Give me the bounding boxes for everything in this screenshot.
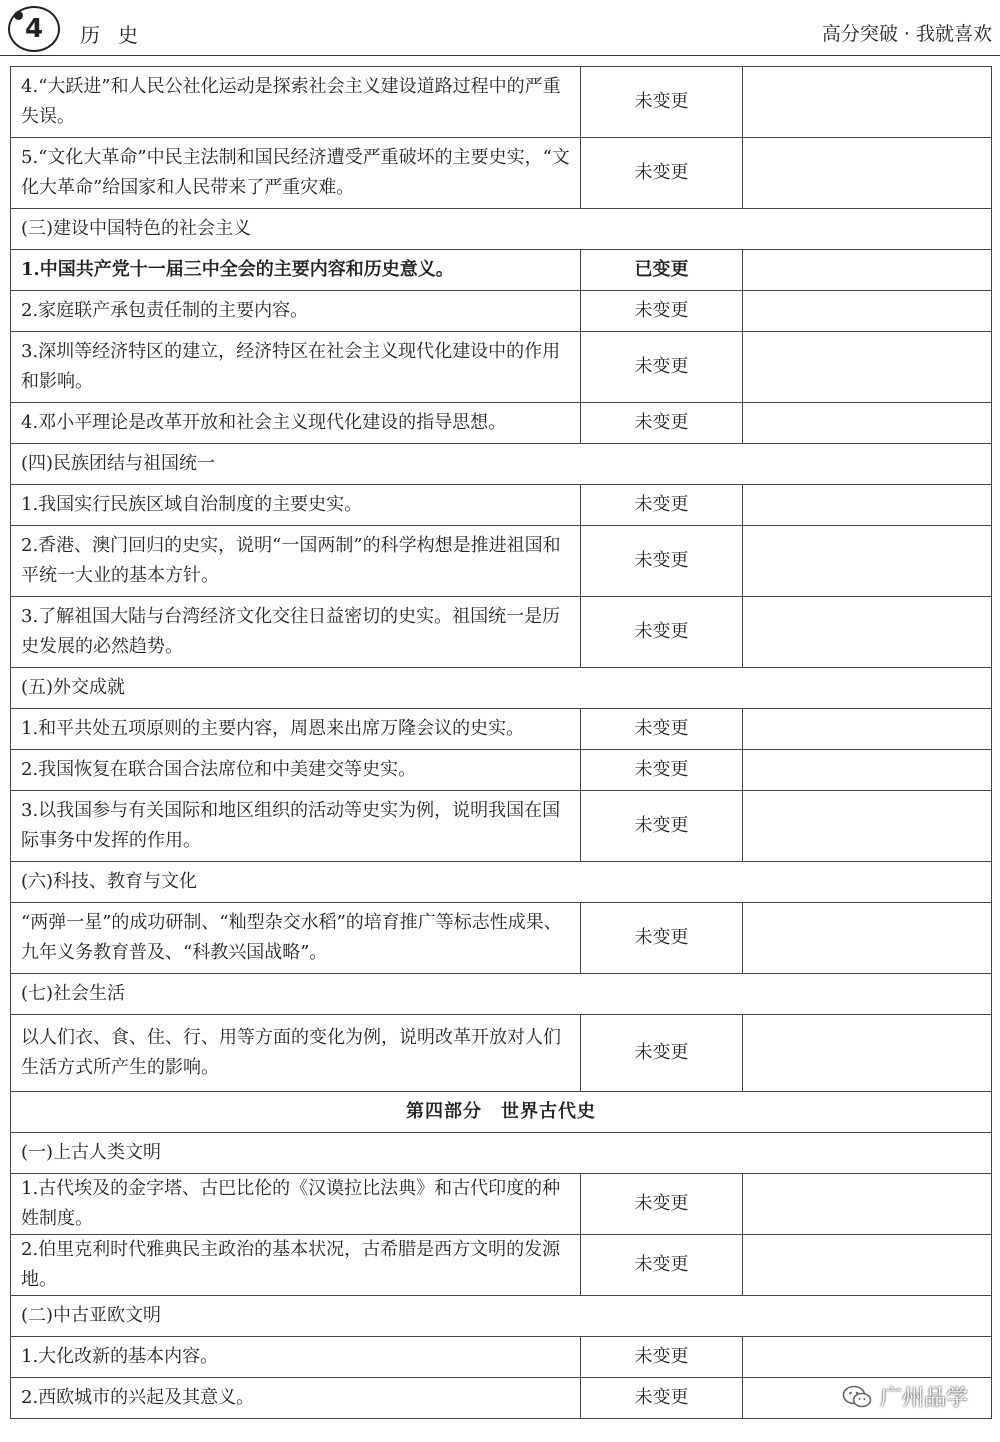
item-status: 未变更 — [581, 485, 743, 526]
section-title: (三)建设中国特色的社会主义 — [11, 209, 992, 250]
table-row — [11, 750, 992, 791]
section-title: (七)社会生活 — [11, 974, 992, 1015]
table-row — [11, 526, 992, 597]
table-body — [11, 67, 992, 1419]
table-row — [11, 597, 992, 668]
item-status: 未变更 — [581, 67, 743, 138]
notes-cell — [743, 597, 992, 668]
watermark-text: 广州品学 — [879, 1386, 968, 1411]
item-content: 2.家庭联产承包责任制的主要内容。 — [11, 291, 581, 332]
item-status: 未变更 — [581, 791, 743, 862]
notes-cell — [743, 250, 992, 291]
page-header — [0, 0, 1000, 60]
section-title: (四)民族团结与祖国统一 — [11, 444, 992, 485]
table-row — [11, 1015, 992, 1092]
item-content: 2.香港、澳门回归的史实，说明“一国两制”的科学构想是推进祖国和平统一大业的基本方针。 — [11, 526, 581, 597]
notes-cell — [743, 1337, 992, 1378]
item-content: 4.邓小平理论是改革开放和社会主义现代化建设的指导思想。 — [11, 403, 581, 444]
section-title: (六)科技、教育与文化 — [11, 862, 992, 903]
item-content: 2.西欧城市的兴起及其意义。 — [11, 1378, 581, 1419]
subject-title: 历史 — [80, 23, 156, 47]
item-status: 未变更 — [581, 291, 743, 332]
item-content: 5.“文化大革命”中民主法制和国民经济遭受严重破坏的主要史实，“文化大革命”给国家和人民带来了严重灾难。 — [11, 138, 581, 209]
item-status: 未变更 — [581, 332, 743, 403]
item-status: 未变更 — [581, 709, 743, 750]
notes-cell — [743, 485, 992, 526]
section-heading-row — [11, 974, 992, 1015]
notes-cell — [743, 750, 992, 791]
item-content: 1.中国共产党十一届三中全会的主要内容和历史意义。 — [11, 250, 581, 291]
item-content: 3.了解祖国大陆与台湾经济文化交往日益密切的史实。祖国统一是历史发展的必然趋势。 — [11, 597, 581, 668]
table-row — [11, 67, 992, 138]
section-heading-row — [11, 209, 992, 250]
notes-cell — [743, 1015, 992, 1092]
notes-cell — [743, 291, 992, 332]
item-content: 1.古代埃及的金字塔、古巴比伦的《汉谟拉比法典》和古代印度的种姓制度。 — [11, 1174, 581, 1235]
table-row — [11, 1174, 992, 1235]
item-content: “两弹一星”的成功研制、“籼型杂交水稻”的培育推广等标志性成果、九年义务教育普及、“科教兴国战略”。 — [11, 903, 581, 974]
item-status: 未变更 — [581, 597, 743, 668]
item-status: 未变更 — [581, 526, 743, 597]
table-row — [11, 903, 992, 974]
table-row — [11, 1235, 992, 1296]
item-status: 未变更 — [581, 903, 743, 974]
table-row — [11, 250, 992, 291]
table-row — [11, 709, 992, 750]
page-number-badge — [8, 6, 60, 52]
item-status: 未变更 — [581, 1337, 743, 1378]
item-status: 未变更 — [581, 1235, 743, 1296]
notes-cell — [743, 67, 992, 138]
item-status: 未变更 — [581, 403, 743, 444]
item-content: 1.大化改新的基本内容。 — [11, 1337, 581, 1378]
section-heading-row — [11, 862, 992, 903]
notes-cell — [743, 791, 992, 862]
table-row — [11, 1337, 992, 1378]
section-heading-row — [11, 1296, 992, 1337]
notes-cell — [743, 709, 992, 750]
item-status: 未变更 — [581, 1174, 743, 1235]
table-row — [11, 485, 992, 526]
notes-cell — [743, 1174, 992, 1235]
part-title: 第四部分 世界古代史 — [11, 1092, 992, 1133]
section-heading-row — [11, 1133, 992, 1174]
notes-cell — [743, 1235, 992, 1296]
section-heading-row — [11, 668, 992, 709]
notes-cell — [743, 138, 992, 209]
notes-cell — [743, 903, 992, 974]
table-row — [11, 332, 992, 403]
badge-dot — [14, 11, 23, 20]
section-title: (五)外交成就 — [11, 668, 992, 709]
item-content: 以人们衣、食、住、行、用等方面的变化为例，说明改革开放对人们生活方式所产生的影响。 — [11, 1015, 581, 1092]
item-status: 未变更 — [581, 138, 743, 209]
item-content: 1.和平共处五项原则的主要内容，周恩来出席万隆会议的史实。 — [11, 709, 581, 750]
item-content: 4.“大跃进”和人民公社化运动是探索社会主义建设道路过程中的严重失误。 — [11, 67, 581, 138]
series-title: 高分突破 · 我就喜欢 — [821, 23, 992, 45]
item-content: 2.我国恢复在联合国合法席位和中美建交等史实。 — [11, 750, 581, 791]
item-status: 未变更 — [581, 1015, 743, 1092]
watermark — [842, 1381, 968, 1412]
page-number: 4 — [24, 14, 44, 44]
item-content: 2.伯里克利时代雅典民主政治的基本状况，古希腊是西方文明的发源地。 — [11, 1235, 581, 1296]
table-row — [11, 291, 992, 332]
notes-cell — [743, 332, 992, 403]
part-heading-row — [11, 1092, 992, 1133]
table-row — [11, 403, 992, 444]
section-title: (一)上古人类文明 — [11, 1133, 992, 1174]
item-status: 已变更 — [581, 250, 743, 291]
item-content: 1.我国实行民族区域自治制度的主要史实。 — [11, 485, 581, 526]
notes-cell — [743, 526, 992, 597]
section-heading-row — [11, 444, 992, 485]
item-status: 未变更 — [581, 750, 743, 791]
item-status: 未变更 — [581, 1378, 743, 1419]
item-content: 3.深圳等经济特区的建立，经济特区在社会主义现代化建设中的作用和影响。 — [11, 332, 581, 403]
wechat-icon — [842, 1385, 872, 1409]
curriculum-table — [10, 66, 992, 1419]
item-content: 3.以我国参与有关国际和地区组织的活动等史实为例，说明我国在国际事务中发挥的作用。 — [11, 791, 581, 862]
table-row — [11, 791, 992, 862]
table-row — [11, 138, 992, 209]
section-title: (二)中古亚欧文明 — [11, 1296, 992, 1337]
notes-cell — [743, 403, 992, 444]
header-rule — [0, 55, 1000, 56]
